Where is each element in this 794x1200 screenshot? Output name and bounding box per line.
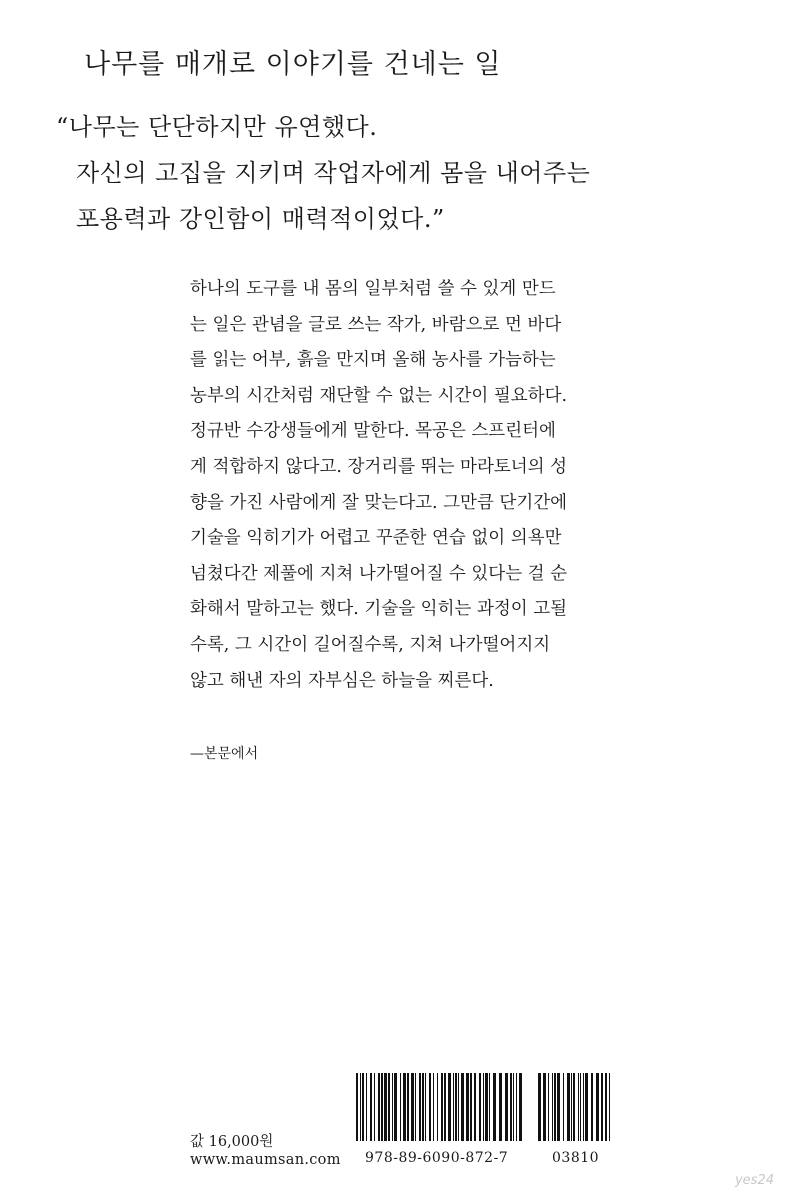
barcode-bar	[466, 1073, 469, 1141]
barcode-bar	[384, 1073, 387, 1141]
barcode-bar	[474, 1073, 476, 1141]
excerpt-line: 농부의 시간처럼 재단할 수 없는 시간이 필요하다.	[190, 385, 568, 406]
excerpt-line: 를 읽는 어부, 흙을 만지며 올해 농사를 가늠하는	[190, 350, 556, 371]
quote-line: “나무는 단단하지만 유연했다.	[56, 113, 378, 141]
barcode-bar	[374, 1073, 375, 1141]
barcode-bar	[557, 1073, 560, 1141]
barcode-bar	[596, 1073, 599, 1141]
barcode-bar	[493, 1073, 496, 1141]
back-cover-heading: 나무를 매개로 이야기를 건네는 일	[84, 49, 502, 80]
excerpt-line: 정규반 수강생들에게 말한다. 목공은 스프린터에	[190, 421, 556, 442]
excerpt-line: 향을 가진 사람에게 잘 맞는다고. 그만큼 단기간에	[190, 492, 568, 513]
excerpt-line: 않고 해낸 자의 자부심은 하늘을 찌른다.	[190, 670, 494, 691]
barcode-bar	[499, 1073, 502, 1141]
barcode-bar	[483, 1073, 484, 1141]
excerpt-line: 수록, 그 시간이 길어질수록, 지쳐 나가떨어지지	[190, 634, 551, 655]
barcode-bar	[585, 1073, 588, 1141]
barcode-bar	[360, 1073, 361, 1141]
barcode-bar	[378, 1073, 380, 1141]
barcode-bar	[429, 1073, 431, 1141]
price-label: 값 16,000원	[190, 1134, 274, 1150]
excerpt-line: 는 일은 관념을 글로 쓰는 작가, 바람으로 먼 바다	[190, 314, 562, 335]
barcode-bar	[381, 1073, 383, 1141]
pull-quote	[56, 104, 590, 242]
barcode-bar	[591, 1073, 593, 1141]
barcode-bar	[609, 1073, 610, 1141]
barcode-bar	[552, 1073, 553, 1141]
barcode-bar	[453, 1073, 454, 1141]
barcode-bar	[441, 1073, 443, 1141]
barcode-bar	[605, 1073, 607, 1141]
barcode-bar	[505, 1073, 508, 1141]
barcode-bar	[400, 1073, 401, 1141]
barcode-bar	[448, 1073, 451, 1141]
barcode-bar	[362, 1073, 364, 1141]
watermark-logo: yes24	[734, 1173, 774, 1188]
barcode-bar	[392, 1073, 393, 1141]
isbn-barcode	[356, 1073, 524, 1141]
barcode-bar	[458, 1073, 459, 1141]
excerpt-source: —본문에서	[190, 746, 259, 762]
barcode-bar	[538, 1073, 541, 1141]
barcode-bar	[571, 1073, 572, 1141]
quote-line: 자신의 고집을 지키며 작업자에게 몸을 내어주는	[76, 159, 591, 187]
barcode-bar	[411, 1073, 414, 1141]
barcode-bar	[519, 1073, 522, 1141]
barcode-bar	[437, 1073, 438, 1141]
barcode-bar	[513, 1073, 514, 1141]
barcode-bar	[563, 1073, 564, 1141]
barcode-bar	[489, 1073, 490, 1141]
barcode-bar	[470, 1073, 472, 1141]
barcode-bar	[583, 1073, 584, 1141]
excerpt-line: 게 적합하지 않다고. 장거리를 뛰는 마라토너의 성	[190, 456, 568, 477]
barcode-bar	[433, 1073, 434, 1141]
excerpt-line: 넘쳤다간 제풀에 지쳐 나가떨어질 수 있다는 걸 순	[190, 563, 568, 584]
barcode-bar	[388, 1073, 390, 1141]
barcode-bar	[444, 1073, 446, 1141]
barcode-bar	[479, 1073, 481, 1141]
excerpt-body	[190, 272, 630, 699]
barcode-bar	[516, 1073, 517, 1141]
barcode-bar	[510, 1073, 512, 1141]
barcode-bar	[567, 1073, 570, 1141]
barcode-bar	[485, 1073, 488, 1141]
barcode-bar	[425, 1073, 426, 1141]
barcode-bar	[548, 1073, 549, 1141]
barcode-bar	[573, 1073, 575, 1141]
publisher-url: www.maumsan.com	[190, 1152, 341, 1168]
barcode-bar	[580, 1073, 581, 1141]
barcode-bar	[455, 1073, 457, 1141]
addon-code: 03810	[552, 1150, 600, 1166]
isbn-number: 978-89-6090-872-7	[365, 1150, 509, 1166]
quote-line: 포용력과 강인함이 매력적이었다.”	[76, 205, 445, 233]
barcode-bar	[356, 1073, 358, 1141]
barcode-bar	[543, 1073, 546, 1141]
excerpt-line: 하나의 도구를 내 몸의 일부처럼 쓸 수 있게 만드	[190, 279, 556, 299]
barcode-bar	[407, 1073, 409, 1141]
barcode-bar	[415, 1073, 416, 1141]
barcode-bar	[403, 1073, 406, 1141]
barcode-bar	[366, 1073, 367, 1141]
barcode-bar	[461, 1073, 464, 1141]
barcode-bar	[422, 1073, 424, 1141]
excerpt-line: 화해서 말하고는 했다. 기술을 익히는 과정이 고될	[190, 599, 568, 620]
excerpt-line: 기술을 익히기가 어렵고 꾸준한 연습 없이 의욕만	[190, 528, 562, 549]
barcode-bar	[394, 1073, 397, 1141]
barcode-bar	[578, 1073, 579, 1141]
barcode-bar	[370, 1073, 372, 1141]
barcode-bar	[419, 1073, 421, 1141]
barcode-bar	[554, 1073, 556, 1141]
addon-barcode	[538, 1073, 610, 1141]
barcode-bar	[601, 1073, 603, 1141]
